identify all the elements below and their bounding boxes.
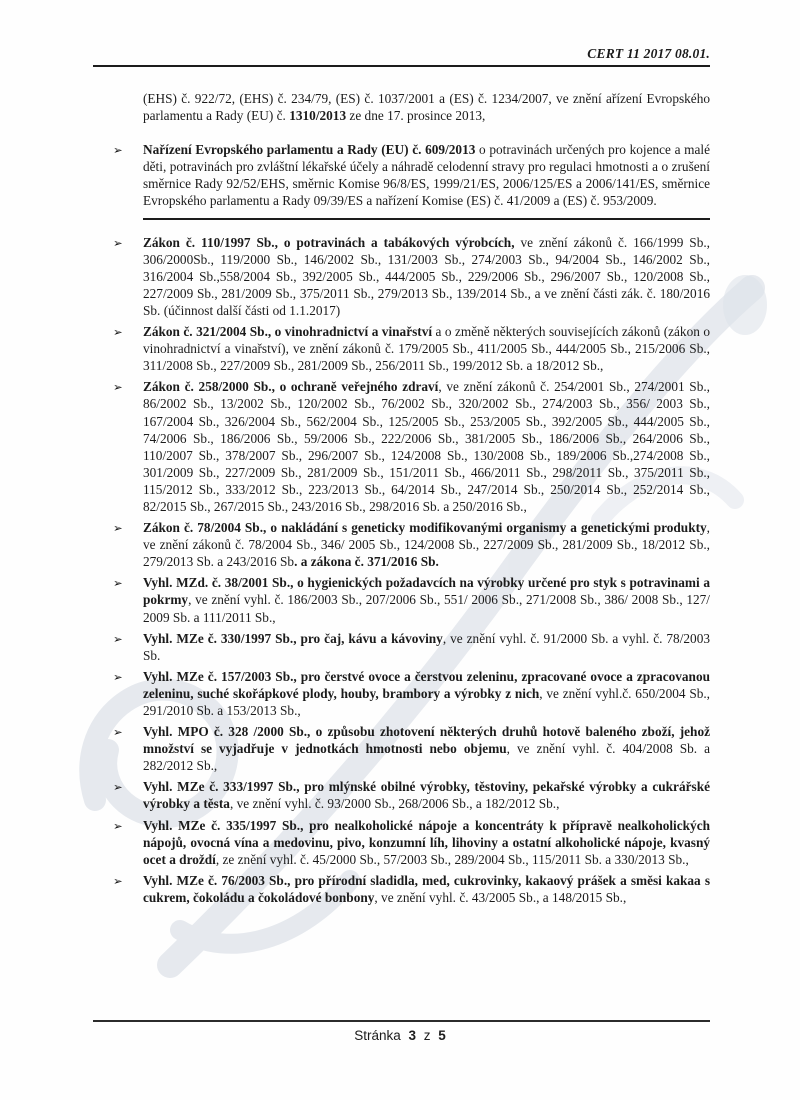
item-title-bold: Zákon č. 321/2004 Sb., o vinohradnictví a vinařství — [143, 324, 433, 340]
list-item — [113, 817, 710, 868]
item-body-text: , ve znění zákonů č. 78/2004 Sb., 346/ 2005 Sb., 124/2008 Sb., 227/2009 Sb., 281/2009 Sb., 18/2012 Sb., 279/2013 Sb. a 243/2016 Sb — [143, 520, 710, 570]
arrow-bullet-icon: ➢ — [113, 325, 123, 340]
item-body-text: ve znění zákonů č. 166/1999 Sb., 306/2000Sb., 119/2000 Sb., 146/2002 Sb., 131/2003 Sb., 274/2003 Sb., 94/2004 Sb., 146/2002 Sb., 316/2004 Sb.,558/2004 Sb., 392/2005 Sb., 444/2005 Sb., 229/2006 Sb., 296/2007 Sb., 120/2008 Sb., 227/2009 Sb., 281/2009 Sb., 375/2011 Sb., 279/2013 Sb., 139/2014 Sb., a ve znění části zák. č. 180/2016 Sb. (účinnost další části od 1.1.2017) — [143, 234, 710, 318]
list-item — [113, 630, 710, 664]
arrow-bullet-icon: ➢ — [113, 380, 123, 395]
footer-page-total: 5 — [438, 1028, 446, 1043]
item-bold-suffix: . a zákona č. 371/2016 Sb. — [294, 554, 439, 570]
arrow-bullet-icon: ➢ — [113, 143, 123, 158]
list-item — [113, 723, 710, 774]
arrow-bullet-icon: ➢ — [113, 235, 123, 250]
arrow-bullet-icon: ➢ — [113, 818, 123, 833]
list-item — [113, 234, 710, 319]
item-body-text: , ve znění vyhl. č. 404/2008 Sb. a 282/2012 Sb., — [143, 741, 710, 774]
page-footer — [0, 1028, 800, 1043]
arrow-bullet-icon: ➢ — [113, 631, 123, 646]
intro-text-bold: 1310/2013 — [289, 108, 347, 124]
header-rule — [93, 65, 710, 67]
arrow-bullet-icon: ➢ — [113, 725, 123, 740]
footer-of-word: z — [423, 1028, 431, 1043]
item-title-bold: Vyhl. MZe č. 76/2003 Sb., pro přírodní sladidla, med, cukrovinky, kakaový prášek a směsi kakaa s cukrem, čokoládu a čokoládové bonbony — [143, 872, 710, 905]
item-title-bold: Zákon č. 258/2000 Sb., o ochraně veřejného zdraví — [143, 379, 439, 395]
footer-page-number: 3 — [408, 1028, 416, 1043]
item-body-text: , ve znění vyhl. č. 91/2000 Sb. a vyhl. č. 78/2003 Sb. — [143, 630, 710, 663]
arrow-bullet-icon: ➢ — [113, 576, 123, 591]
list-item — [113, 141, 710, 209]
arrow-bullet-icon: ➢ — [113, 521, 123, 536]
footer-page-word: Stránka — [354, 1028, 401, 1043]
list-item — [113, 668, 711, 719]
items-stream — [113, 141, 711, 906]
intro-paragraph — [143, 90, 710, 124]
footer-rule — [93, 1020, 710, 1022]
item-body-text: , ve znění zákonů č. 254/2001 Sb., 274/2001 Sb., 86/2002 Sb., 13/2002 Sb., 120/2002 Sb., 76/2002 Sb., 320/2002 Sb., 274/2003 Sb., 356/ 2003 Sb., 167/2004 Sb., 326/2004 Sb., 562/2004 Sb., 125/2005 Sb., 253/2005 Sb., 392/2005 Sb., 444/2005 Sb., 74/2006 Sb., 186/2006 Sb., 59/2006 Sb., 222/2006 Sb., 381/2005 Sb., 186/2006 Sb., 264/2006 Sb., 110/2007 Sb., 378/2007 Sb., 296/2007 Sb., 124/2008 Sb., 130/2008 Sb., 189/2006 Sb.,274/2008 Sb., 301/2009 Sb., 227/2009 Sb., 281/2009 Sb., 151/2011 Sb., 466/2011 Sb., 298/2011 Sb., 375/2011 Sb., 115/2012 Sb., 333/2012 Sb., 223/2013 Sb., 64/2014 Sb., 247/2014 Sb., 250/2014 Sb., 252/2014 Sb., 82/2015 Sb., 267/2015 Sb., 243/2016 Sb., 298/2016 Sb. a 250/2016 Sb., — [143, 379, 710, 514]
item-body-text: , ve znění vyhl. č. 93/2000 Sb., 268/2006 Sb., a 182/2012 Sb., — [229, 796, 560, 812]
item-title-bold: Vyhl. MZd. č. 38/2001 Sb., o hygienických požadavcích na výrobky určené pro styk s potravinami a pokrmy — [143, 575, 710, 608]
intro-text-pre: (EHS) č. 922/72, (EHS) č. 234/79, (ES) č. 1037/2001 a (ES) č. 1234/2007, ve znění ařízení Evropského parlamentu a Rady (EU) č. — [143, 91, 710, 124]
list-item — [113, 574, 710, 625]
list-item — [113, 378, 710, 515]
list-item — [113, 872, 710, 906]
item-body-text: , ve znění vyhl.č. 650/2004 Sb., 291/2010 Sb. a 153/2013 Sb., — [143, 685, 711, 718]
item-title-bold: Nařízení Evropského parlamentu a Rady (EU) č. 609/2013 — [143, 142, 476, 158]
item-title-bold: Vyhl. MZe č. 330/1997 Sb., pro čaj, kávu a kávoviny — [143, 630, 443, 646]
document-code: CERT 11 2017 08.01. — [587, 46, 710, 61]
item-title-bold: Vyhl. MZe č. 333/1997 Sb., pro mlýnské obilné výrobky, těstoviny, pekařské výrobky a cukrářské výrobky a těsta — [143, 779, 710, 812]
item-title-bold: Zákon č. 110/1997 Sb., o potravinách a tabákových výrobcích, — [143, 234, 515, 250]
item-title-bold: Zákon č. 78/2004 Sb., o nakládání s geneticky modifikovanými organismy a genetickými produkty — [143, 520, 707, 536]
item-body-text: , ve znění vyhl. č. 186/2003 Sb., 207/2006 Sb., 551/ 2006 Sb., 271/2008 Sb., 386/ 2008 Sb., 127/ 2009 Sb. a 111/2011 Sb., — [143, 592, 710, 625]
document-body — [113, 90, 711, 910]
item-title-bold: Vyhl. MPO č. 328 /2000 Sb., o způsobu zhotovení některých druhů hotově baleného zboží, jehož množství se vyjadřuje v jednotkách hmotnosti nebo objemu — [143, 724, 710, 757]
item-body-text: , ve znění vyhl. č. 43/2005 Sb., a 148/2015 Sb., — [374, 889, 627, 905]
item-title-bold: Vyhl. MZe č. 157/2003 Sb., pro čerstvé ovoce a čerstvou zeleninu, zpracované ovoce a zpracovanou zeleninu, suché skořápkové plody, houby, brambory a výrobky z nich — [143, 668, 710, 701]
item-body-text: a o změně některých souvisejících zákonů (zákon o vinohradnictví a vinařství), ve znění zákonů č. 179/2005 Sb., 411/2005 Sb., 444/2005 Sb., 215/2006 Sb., 311/2008 Sb., 227/2009 Sb., 281/2009 Sb., 256/2011 Sb., 199/2012 Sb. a 18/2012 Sb., — [143, 324, 710, 374]
item-title-bold: Vyhl. MZe č. 335/1997 Sb., pro nealkoholické nápoje a koncentráty k přípravě nealkoholických nápojů, ovocná vína a medovinu, pivo, konzumní líh, lihoviny a ostatní alkoholické nápoje, kvasný ocet a droždí — [143, 817, 710, 867]
arrow-bullet-icon: ➢ — [113, 669, 123, 684]
item-body-text: o potravinách určených pro kojence a malé děti, potravinách pro zvláštní lékařské účely a náhradě celodenní stravy pro regulaci hmotnosti a o zrušení směrnice Rady 92/52/EHS, směrnic Komise 96/8/ES, 1999/21/ES, 2006/125/ES a 2006/141/ES, směrnice Evropského parlamentu a Rady 09/39/ES a nařízení Komise (ES) č. 41/2009 a (ES) č. 953/2009. — [143, 142, 710, 209]
arrow-bullet-icon: ➢ — [113, 873, 123, 888]
intro-text-post: ze dne 17. prosince 2013, — [346, 108, 486, 124]
list-item — [113, 519, 710, 570]
section-divider-rule — [143, 218, 710, 220]
item-body-text: , ze znění vyhl. č. 45/2000 Sb., 57/2003 Sb., 289/2004 Sb., 115/2011 Sb. a 330/2013 Sb., — [215, 851, 689, 867]
arrow-bullet-icon: ➢ — [113, 780, 123, 795]
list-item — [113, 323, 710, 374]
list-item — [113, 778, 710, 812]
